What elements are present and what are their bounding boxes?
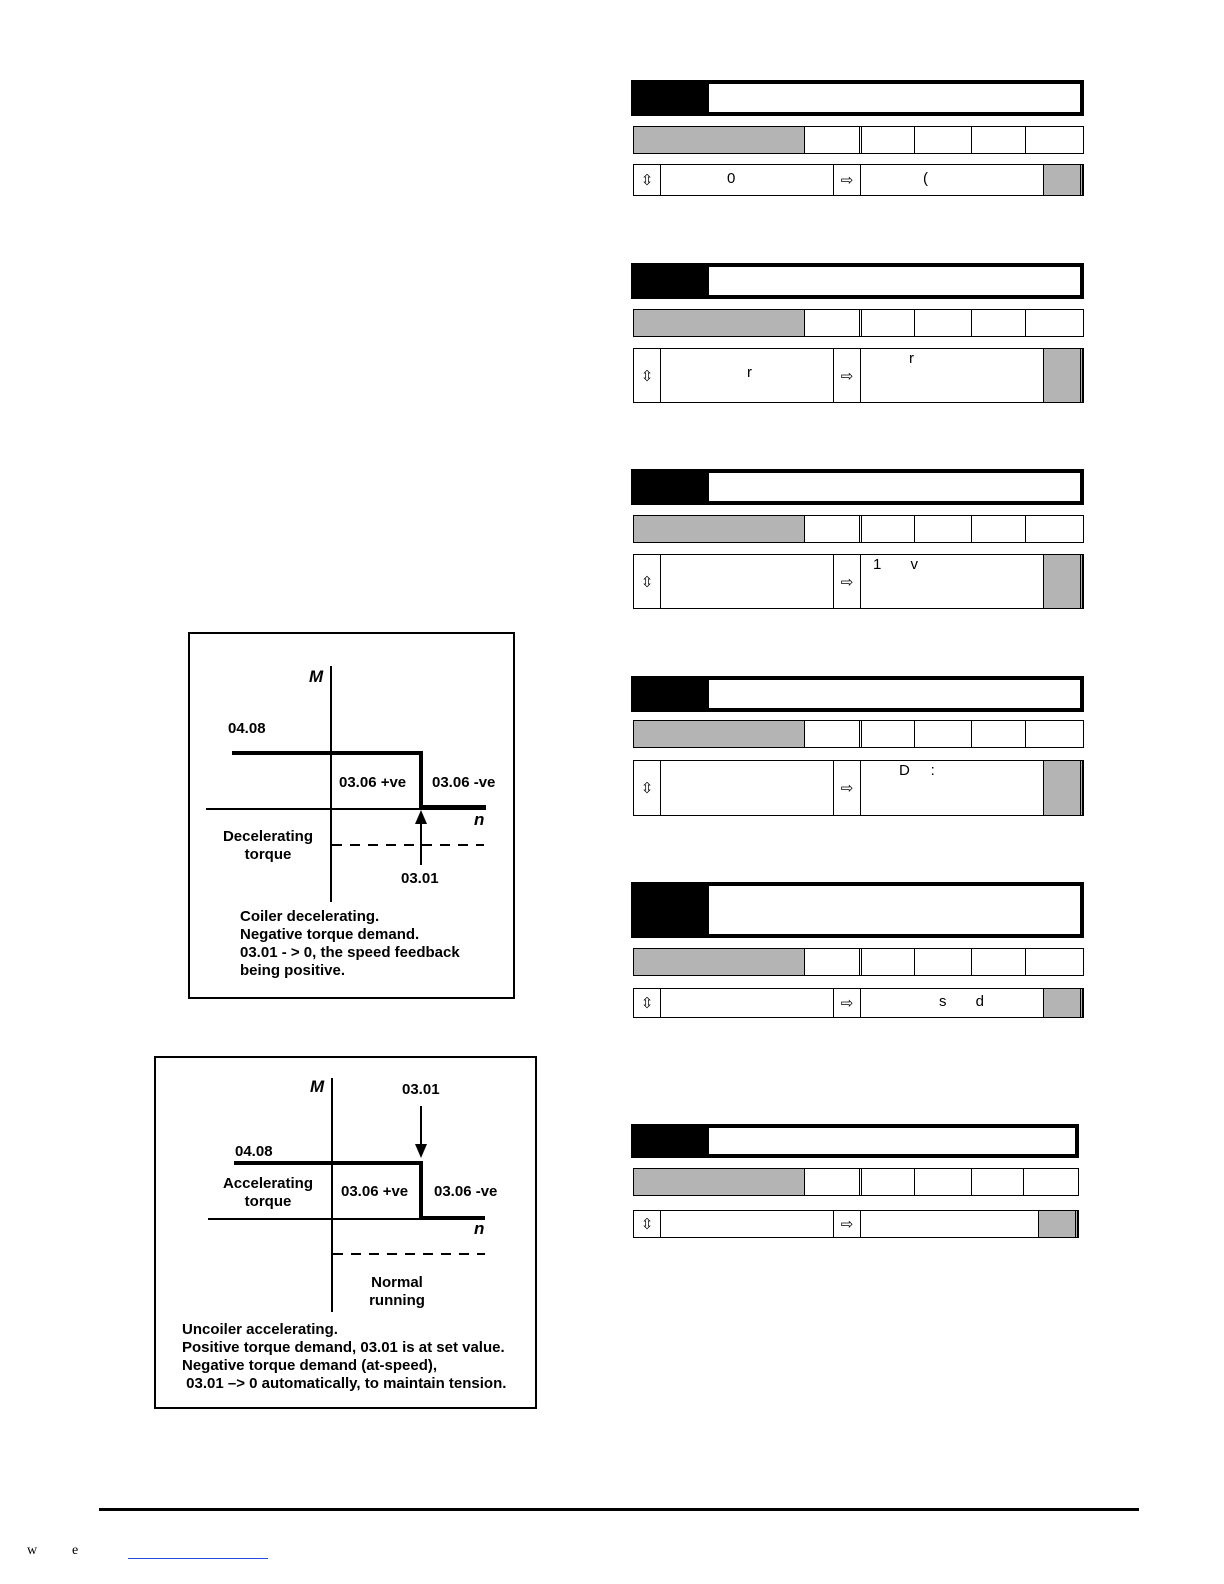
footer-text-right: e [72, 1543, 79, 1558]
accelerating-torque-label: Accelerating torque [222, 1175, 314, 1210]
left-region-label: 03.06 +ve [341, 1183, 409, 1200]
updown-arrow-icon: ⇳ [634, 555, 661, 608]
updown-arrow-icon: ⇳ [634, 761, 661, 815]
caption-line-4: 03.01 –> 0 automatically, to maintain tension. [182, 1375, 507, 1392]
right-arrow-icon: ⇨ [834, 1211, 861, 1237]
updown-arrow-icon: ⇳ [634, 1211, 661, 1237]
param-attributes [633, 720, 1084, 748]
param-attributes [633, 126, 1084, 154]
param-range-row [633, 164, 1084, 196]
uncoiler-diagram [154, 1056, 537, 1409]
param-box-3 [631, 469, 1084, 591]
default-value: 1 v [873, 556, 919, 573]
left-region-label: 03.06 +ve [339, 774, 407, 791]
caption-line-4: being positive. [240, 962, 346, 979]
footer-rule [99, 1508, 1139, 1511]
param-range-row [633, 348, 1084, 403]
caption-line-1: Uncoiler accelerating. [182, 1321, 338, 1338]
level-label: 04.08 [228, 720, 266, 737]
right-arrow-icon: ⇨ [834, 555, 861, 608]
param-box-2 [631, 263, 1084, 385]
param-range-row [633, 554, 1084, 609]
arrow-label: 03.01 [402, 1081, 440, 1098]
param-header [631, 882, 1084, 938]
default-value: D : [899, 762, 935, 779]
coiler-diagram [188, 632, 515, 999]
range-value: r [747, 364, 752, 381]
decelerating-torque-label: Decelerating torque [222, 828, 314, 863]
level-label: 04.08 [235, 1143, 273, 1160]
right-arrow-icon: ⇨ [834, 989, 861, 1017]
param-header [631, 80, 1084, 116]
default-value: r [909, 350, 914, 367]
updown-arrow-icon: ⇳ [634, 165, 661, 195]
right-arrow-icon: ⇨ [834, 761, 861, 815]
normal-running-label: Normal running [369, 1274, 425, 1309]
right-region-label: 03.06 -ve [432, 774, 496, 791]
caption-line-2: Positive torque demand, 03.01 is at set value. [182, 1339, 505, 1356]
range-value: 0 [727, 170, 736, 187]
axis-n-label: n [474, 1219, 485, 1238]
param-box-6 [631, 1124, 1079, 1233]
footer-text-left: w [27, 1543, 38, 1558]
param-header [631, 1124, 1079, 1158]
param-box-1 [631, 80, 1084, 189]
param-attributes [633, 515, 1084, 543]
param-attributes [633, 1168, 1079, 1196]
caption-line-1: Coiler decelerating. [240, 908, 380, 925]
param-header [631, 676, 1084, 712]
param-attributes [633, 948, 1084, 976]
updown-arrow-icon: ⇳ [634, 349, 661, 402]
param-header [631, 263, 1084, 299]
right-arrow-icon: ⇨ [834, 165, 861, 195]
right-region-label: 03.06 -ve [434, 1183, 498, 1200]
footer-link[interactable] [128, 1558, 268, 1559]
param-range-row [633, 1210, 1079, 1238]
updown-arrow-icon: ⇳ [634, 989, 661, 1017]
param-box-5 [631, 882, 1084, 1012]
caption-line-3: 03.01 - > 0, the speed feedback [240, 944, 460, 961]
axis-n-label: n [474, 810, 485, 829]
param-box-4 [631, 676, 1084, 797]
param-range-row [633, 760, 1084, 816]
caption-line-3: Negative torque demand (at-speed), [182, 1357, 438, 1374]
right-arrow-icon: ⇨ [834, 349, 861, 402]
caption-line-2: Negative torque demand. [240, 926, 420, 943]
axis-m-label: M [309, 667, 324, 686]
axis-m-label: M [310, 1077, 325, 1096]
param-attributes [633, 309, 1084, 337]
param-header [631, 469, 1084, 505]
param-range-row [633, 988, 1084, 1018]
arrow-label: 03.01 [401, 870, 439, 887]
default-value: s d [939, 993, 985, 1010]
default-value: ( [923, 170, 928, 187]
